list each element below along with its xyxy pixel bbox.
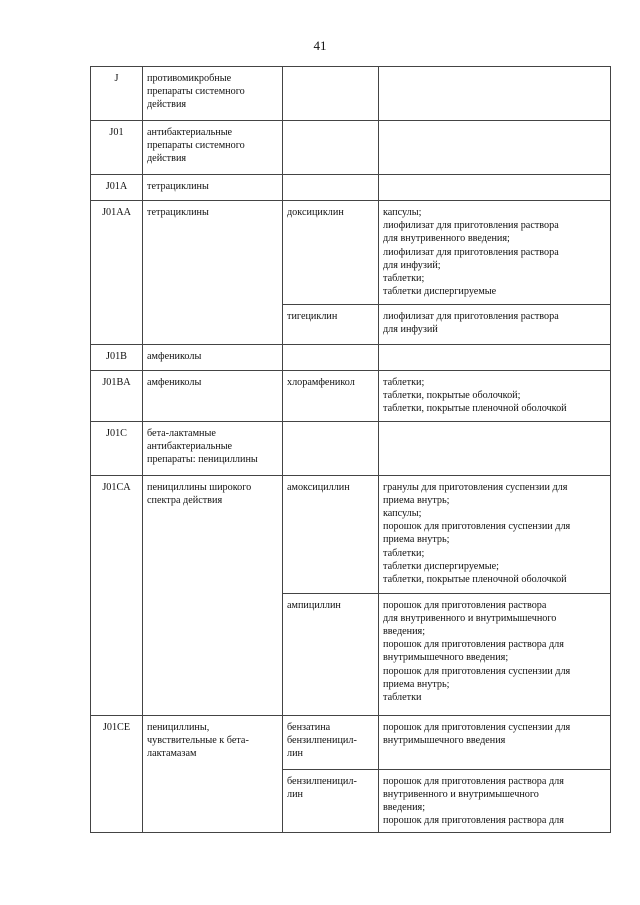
group-name-cell-line: амфениколы <box>147 351 202 362</box>
drug-name-cell-line: бензилпеницил- <box>287 775 357 787</box>
group-name-cell-line: тетрациклины <box>147 181 209 192</box>
atc-code-cell: J01A <box>91 175 143 201</box>
dosage-forms-cell-line: приема внутрь; <box>383 494 450 506</box>
drug-name-cell-line: бензилпеницил- <box>287 734 357 746</box>
dosage-forms-cell <box>379 593 611 715</box>
dosage-forms-cell <box>379 475 611 593</box>
atc-code-cell: J01C <box>91 421 143 475</box>
dosage-forms-cell-line: для внутривенного и внутримышечного <box>383 612 557 624</box>
group-name-cell <box>143 715 283 833</box>
dosage-forms-cell <box>379 201 611 305</box>
dosage-forms-cell-line: лиофилизат для приготовления раствора <box>383 220 559 232</box>
group-name-cell-line: чувствительные к бета- <box>147 734 249 746</box>
table-row <box>91 121 611 175</box>
drug-name-cell <box>283 715 379 769</box>
dosage-forms-cell-line: для инфузий <box>383 324 438 336</box>
group-name-cell-line: антибактериальные <box>147 127 233 138</box>
atc-code-cell: J01AA <box>91 201 143 345</box>
group-name-cell <box>143 67 283 121</box>
dosage-forms-cell <box>379 345 611 371</box>
dosage-forms-cell-line: введения; <box>383 626 426 638</box>
drug-name-cell <box>283 305 379 345</box>
group-name-cell <box>143 345 283 371</box>
atc-code-cell: J01CE <box>91 715 143 833</box>
atc-code-cell: J01 <box>91 121 143 175</box>
group-name-cell-line: пенициллины широкого <box>147 481 252 493</box>
drug-name-cell-line: доксициклин <box>287 207 344 218</box>
dosage-forms-cell-line: порошок для приготовления суспензии для <box>383 721 571 733</box>
dosage-forms-cell-line: приема внутрь; <box>383 534 450 546</box>
table-row <box>91 421 611 475</box>
dosage-forms-cell-line: таблетки диспергируемые <box>383 286 497 298</box>
table-row <box>91 475 611 593</box>
group-name-cell-line: антибактериальные <box>147 440 233 452</box>
group-name-cell <box>143 475 283 715</box>
dosage-forms-cell <box>379 67 611 121</box>
group-name-cell-line: препараты системного <box>147 86 245 98</box>
group-name-cell <box>143 175 283 201</box>
drug-classification-table <box>90 66 611 833</box>
drug-name-cell-line: тигециклин <box>287 311 338 322</box>
drug-name-cell-line: лин <box>287 748 303 760</box>
drug-name-cell-line: лин <box>287 788 303 800</box>
group-name-cell <box>143 421 283 475</box>
dosage-forms-cell-line: внутривенного и внутримышечного <box>383 788 539 800</box>
dosage-forms-cell-line: таблетки диспергируемые; <box>383 560 499 572</box>
dosage-forms-cell <box>379 421 611 475</box>
drug-name-cell-line: ампициллин <box>287 599 341 611</box>
group-name-cell <box>143 371 283 422</box>
page-number: 41 <box>313 38 327 53</box>
dosage-forms-cell-line: капсулы; <box>383 207 422 218</box>
drug-name-cell <box>283 475 379 593</box>
atc-code-cell: J <box>91 67 143 121</box>
group-name-cell-line: лактамазам <box>147 748 197 760</box>
dosage-forms-cell <box>379 305 611 345</box>
group-name-cell-line: действия <box>147 153 187 165</box>
dosage-forms-cell <box>379 175 611 201</box>
drug-name-cell-line: амоксициллин <box>287 481 350 493</box>
atc-code-cell: J01BA <box>91 371 143 422</box>
dosage-forms-cell-line: внутримышечного введения <box>383 734 506 746</box>
group-name-cell-line: амфениколы <box>147 377 202 388</box>
dosage-forms-cell <box>379 371 611 422</box>
dosage-forms-cell-line: лиофилизат для приготовления раствора <box>383 246 559 258</box>
dosage-forms-cell-line: таблетки, покрытые пленочной оболочкой <box>383 403 567 415</box>
dosage-forms-cell-line: внутримышечного введения; <box>383 652 509 664</box>
group-name-cell-line: бета-лактамные <box>147 427 216 439</box>
dosage-forms-cell-line: таблетки; <box>383 547 425 559</box>
table-row <box>91 345 611 371</box>
drug-name-cell <box>283 345 379 371</box>
group-name-cell <box>143 201 283 345</box>
group-name-cell-line: действия <box>147 99 187 111</box>
dosage-forms-cell-line: порошок для приготовления раствора <box>383 599 547 611</box>
dosage-forms-cell-line: порошок для приготовления раствора для <box>383 775 564 787</box>
dosage-forms-cell-line: введения; <box>383 802 426 814</box>
table-row <box>91 715 611 769</box>
dosage-forms-cell-line: таблетки <box>383 692 422 704</box>
dosage-forms-cell-line: таблетки, покрытые оболочкой; <box>383 390 521 402</box>
atc-code-cell: J01B <box>91 345 143 371</box>
group-name-cell-line: препараты: пенициллины <box>147 454 258 466</box>
drug-name-cell <box>283 593 379 715</box>
drug-name-cell <box>283 371 379 422</box>
group-name-cell-line: пенициллины, <box>147 721 210 733</box>
group-name-cell-line: препараты системного <box>147 140 245 152</box>
dosage-forms-cell <box>379 121 611 175</box>
dosage-forms-cell-line: для внутривенного введения; <box>383 233 510 245</box>
group-name-cell <box>143 121 283 175</box>
dosage-forms-cell-line: лиофилизат для приготовления раствора <box>383 311 559 322</box>
group-name-cell-line: спектра действия <box>147 494 223 506</box>
dosage-forms-cell-line: порошок для приготовления раствора для <box>383 639 564 651</box>
dosage-forms-cell-line: таблетки, покрытые пленочной оболочкой <box>383 574 567 586</box>
table-row <box>91 201 611 305</box>
dosage-forms-cell-line: приема внутрь; <box>383 678 450 690</box>
table-row <box>91 175 611 201</box>
drug-name-cell <box>283 421 379 475</box>
dosage-forms-cell <box>379 769 611 833</box>
dosage-forms-cell-line: таблетки; <box>383 377 425 388</box>
dosage-forms-cell-line: порошок для приготовления раствора для <box>383 815 564 827</box>
drug-name-cell-line: бензатина <box>287 721 331 733</box>
drug-name-cell-line: хлорамфеникол <box>287 377 355 388</box>
table-row <box>91 67 611 121</box>
dosage-forms-cell-line: капсулы; <box>383 508 422 520</box>
dosage-forms-cell-line: порошок для приготовления суспензии для <box>383 521 571 533</box>
group-name-cell-line: противомикробные <box>147 73 232 84</box>
dosage-forms-cell-line: таблетки; <box>383 273 425 285</box>
drug-name-cell <box>283 121 379 175</box>
drug-name-cell <box>283 67 379 121</box>
atc-code-cell: J01CA <box>91 475 143 715</box>
group-name-cell-line: тетрациклины <box>147 207 209 218</box>
drug-name-cell <box>283 201 379 305</box>
table-row <box>91 371 611 422</box>
drug-name-cell <box>283 769 379 833</box>
dosage-forms-cell-line: гранулы для приготовления суспензии для <box>383 481 568 493</box>
drug-name-cell <box>283 175 379 201</box>
dosage-forms-cell-line: для инфузий; <box>383 259 441 271</box>
dosage-forms-cell <box>379 715 611 769</box>
dosage-forms-cell-line: порошок для приготовления суспензии для <box>383 665 571 677</box>
